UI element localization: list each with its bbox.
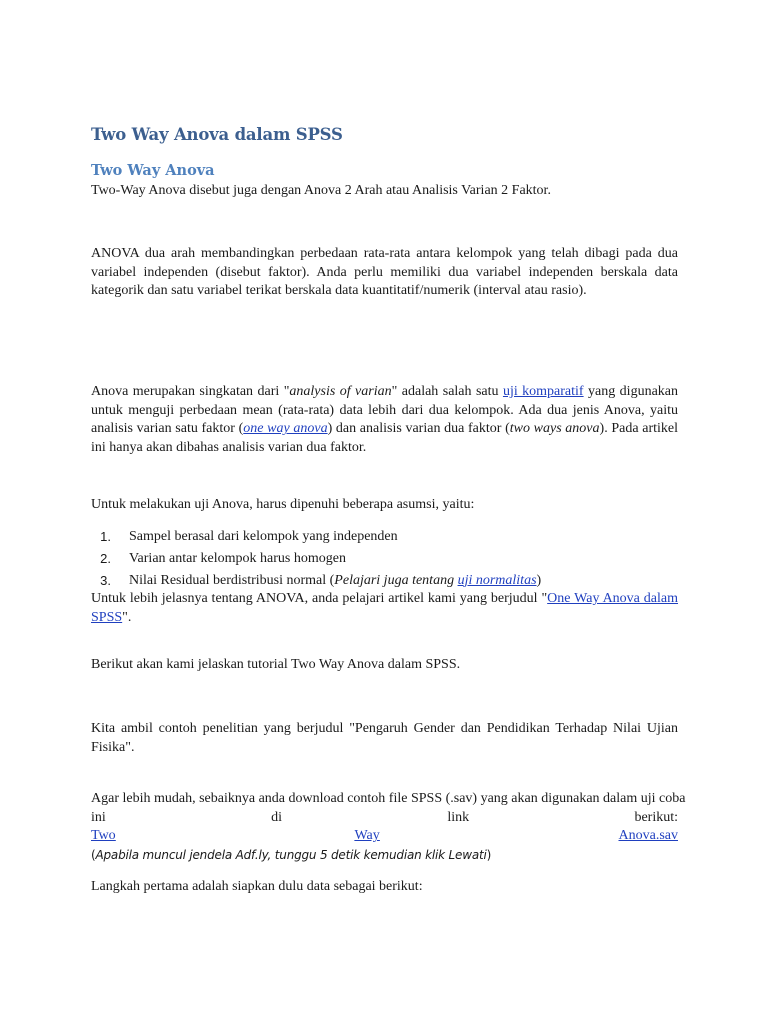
assumption-intro: Untuk melakukan uji Anova, harus dipenuhi beberapa asumsi, yaitu: [91, 497, 475, 512]
download-paragraph: Agar lebih mudah, sebaiknya anda download contoh file SPSS (.sav) yang akan digunakan dalam uji coba ini di link berikut: Two Way Anova.sav [91, 790, 678, 846]
list-item: 1. Sampel berasal dari kelompok yang independen [100, 529, 398, 544]
anova-description-paragraph: ANOVA dua arah membandingkan perbedaan rata-rata antara kelompok yang telah dibagi pada dua variabel independen (disebut faktor). Anda perlu memiliki dua variabel independen berskala data kategorik dan satu variabel terikat berskala data kuantitatif/numerik (interval atau rasio). [91, 246, 678, 299]
download-line-2: ini di link berikut: [91, 809, 678, 825]
one-way-anova-link[interactable]: one way anova [243, 421, 328, 437]
list-item: 3. Nilai Residual berdistribusi normal (Pelajari juga tentang uji normalitas) [100, 572, 542, 588]
list-item: 2. Varian antar kelompok harus homogen [100, 550, 346, 566]
uji-komparatif-link[interactable]: uji komparatif [502, 384, 584, 399]
two-way-anova-sav-link[interactable]: Anova.sav [618, 828, 678, 844]
one-way-anova-article-link[interactable]: One Way Anova dalam SPSS [91, 591, 679, 625]
first-step-paragraph: Langkah pertama adalah siapkan dulu data sebagai berikut: [91, 879, 423, 894]
two-way-anova-sav-link-part[interactable]: Two [91, 828, 116, 844]
intro-paragraph: Two-Way Anova disebut juga dengan Anova 2 Arah atau Analisis Varian 2 Faktor. [91, 183, 551, 198]
further-reading-paragraph: Untuk lebih jelasnya tentang ANOVA, anda pelajari artikel kami yang berjudul "One Way Anova dalam SPSS". [91, 591, 679, 625]
section-heading: Two Way Anova [91, 162, 215, 179]
page-title: Two Way Anova dalam SPSS [91, 125, 343, 144]
example-paragraph: Kita ambil contoh penelitian yang berjudul "Pengaruh Gender dan Pendidikan Terhadap Nilai Ujian Fisika". [91, 721, 678, 755]
assumption-list [91, 526, 678, 591]
download-link-line [91, 827, 678, 846]
two-way-anova-sav-link-part[interactable]: Way [354, 828, 380, 844]
tutorial-intro-paragraph: Berikut akan kami jelaskan tutorial Two Way Anova dalam SPSS. [91, 657, 461, 672]
uji-normalitas-link[interactable]: uji normalitas [457, 572, 537, 588]
adfly-note: (Apabila muncul jendela Adf.ly, tunggu 5 detik kemudian klik Lewati) [91, 848, 492, 862]
anova-definition-paragraph: Anova merupakan singkatan dari "analysis of varian" adalah salah satu uji komparatif yang digunakan untuk menguji perbedaan mean (rata-rata) data lebih dari dua kelompok. Ada dua jenis Anova, yaitu analisis varian satu faktor (one way anova) dan analisis varian dua faktor (two ways anova). Pada artikel ini hanya akan dibahas analisis varian dua faktor. [91, 384, 678, 456]
